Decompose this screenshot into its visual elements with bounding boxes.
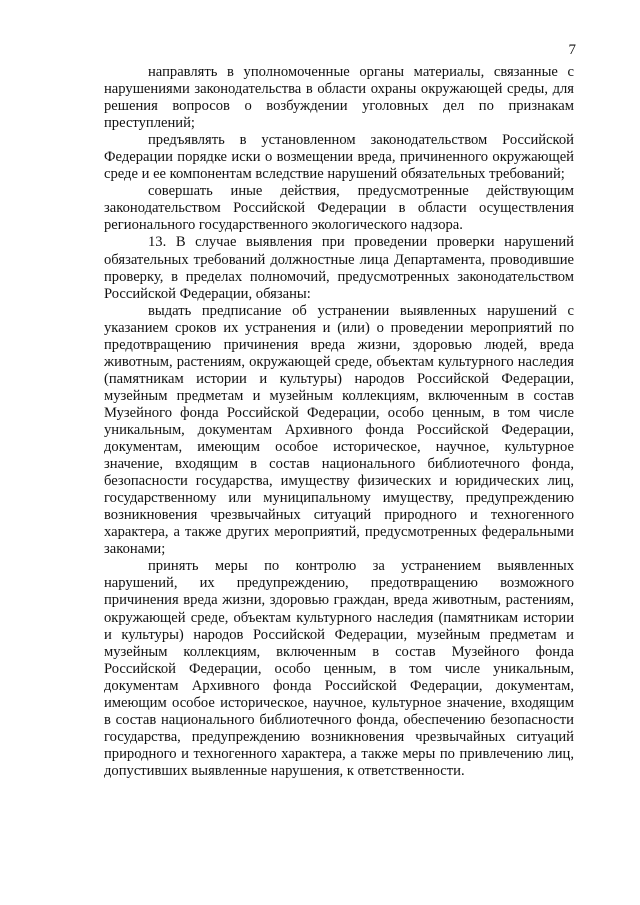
document-body (104, 64, 574, 780)
paragraph-clause-13: 13. В случае выявления при проведении проверки нарушений обязательных требований должностные лица Департамента, проводившие проверку, в пределах полномочий, предусмотренных законодательством Российской Федерации, обязаны: (104, 234, 574, 302)
paragraph-send-materials: направлять в уполномоченные органы материалы, связанные с нарушениями законодательства в области охраны окружающей среды, для решения вопросов о возбуждении уголовных дел по признакам преступлений; (104, 64, 574, 132)
paragraph-issue-order: выдать предписание об устранении выявленных нарушений с указанием сроков их устранения и (или) о проведении мероприятий по предотвращению причинения вреда жизни, здоровью людей, вреда животным, растениям, окружающей среде, объектам культурного наследия (памятникам истории и культуры) народов Российской Федерации, музейным предметам и музейным коллекциям, включенным в состав Музейного фонда Российской Федерации, особо ценным, в том числе уникальным, документам Архивного фонда Российской Федерации, документам, имеющим особое историческое, научное, культурное значение, входящим в состав национального библиотечного фонда, безопасности государства, имуществу физических и юридических лиц, государственному или муниципальному имуществу, предупреждению возникновения чрезвычайных ситуаций природного и техногенного характера, а также других мероприятий, предусмотренных федеральными законами; (104, 302, 574, 558)
page-number: 7 (568, 42, 576, 58)
paragraph-take-measures: принять меры по контролю за устранением выявленных нарушений, их предупреждению, предотвращению возможного причинения вреда жизни, здоровью граждан, вреда животным, растениям, окружающей среде, объектам культурного наследия (памятникам истории и культуры) народов Российской Федерации, музейным предметам и музейным коллекциям, включенным в состав Музейного фонда Российской Федерации, особо ценным, в том числе уникальным, документам Архивного фонда Российской Федерации, документам, имеющим особое историческое, научное, культурное значение, входящим в состав национального библиотечного фонда, обеспечению безопасности государства, предупреждению возникновения чрезвычайных ситуаций природного и техногенного характера, а также меры по привлечению лиц, допустивших выявленные нарушения, к ответственности. (104, 558, 574, 779)
paragraph-file-claims: предъявлять в установленном законодательством Российской Федерации порядке иски о возмещении вреда, причиненного окружающей среде и ее компонентам вследствие нарушений обязательных требований; (104, 132, 574, 183)
paragraph-other-actions: совершать иные действия, предусмотренные действующим законодательством Российской Федерации в области осуществления регионального государственного экологического надзора. (104, 183, 574, 234)
